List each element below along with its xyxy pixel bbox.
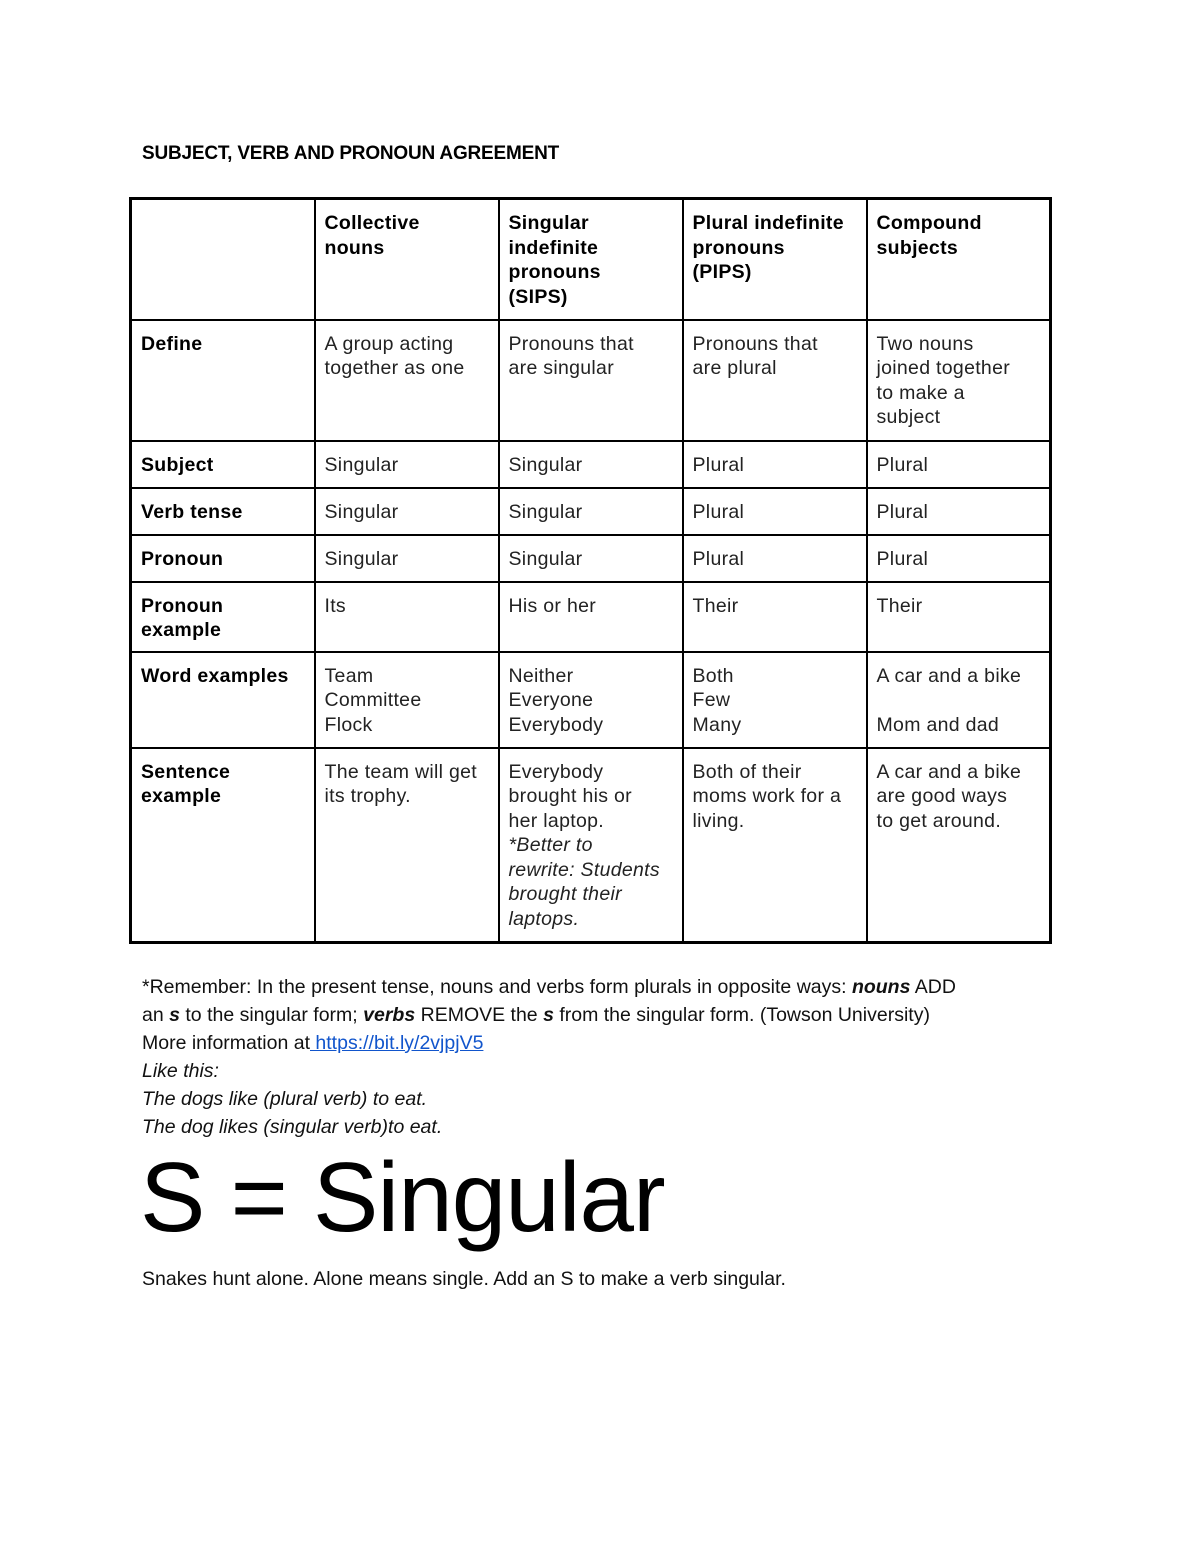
agreement-table — [129, 197, 1052, 944]
table-cell: Both of their moms work for a living. — [683, 748, 867, 943]
example-singular: The dog likes (singular verb)to eat. — [142, 1116, 443, 1138]
table-row — [131, 488, 1051, 535]
example-plural: The dogs like (plural verb) to eat. — [142, 1088, 428, 1110]
mnemonic-text: Snakes hunt alone. Alone means single. Add an S to make a verb singular. — [142, 1268, 786, 1290]
table-row — [131, 652, 1051, 748]
remember-notes — [142, 973, 1062, 1141]
row-label-word-examples: Word examples — [131, 652, 315, 748]
table-cell: His or her — [499, 582, 683, 652]
table-cell: Pronouns that are singular — [499, 320, 683, 441]
row-label-pronoun: Pronoun — [131, 535, 315, 582]
table-cell: Singular — [499, 488, 683, 535]
table-cell: Plural — [867, 488, 1051, 535]
table-row — [131, 441, 1051, 488]
table-cell: Plural — [683, 441, 867, 488]
table-row — [131, 535, 1051, 582]
page-title: SUBJECT, VERB AND PRONOUN AGREEMENT — [142, 143, 560, 164]
table-cell: Singular — [315, 488, 499, 535]
headline-s-equals-singular: S = Singular — [140, 1142, 665, 1252]
more-info-line: More information at https://bit.ly/2vjpjV5 — [142, 1032, 484, 1054]
table-cell: Plural — [683, 488, 867, 535]
table-cell: A group acting together as one — [315, 320, 499, 441]
table-cell: Pronouns that are plural — [683, 320, 867, 441]
table-cell: Their — [683, 582, 867, 652]
header-collective-nouns: Collective nouns — [315, 199, 499, 320]
remember-line-1: *Remember: In the present tense, nouns and verbs form plurals in opposite ways: nouns ADD — [142, 976, 956, 998]
table-row — [131, 582, 1051, 652]
header-singular-indefinite-pronouns: Singular indefinite pronouns (SIPS) — [499, 199, 683, 320]
table-cell: Singular — [499, 535, 683, 582]
table-cell: Team Committee Flock — [315, 652, 499, 748]
table-cell: Plural — [867, 441, 1051, 488]
table-cell: A car and a bike are good ways to get around. — [867, 748, 1051, 943]
table-cell: Singular — [315, 535, 499, 582]
table-cell: A car and a bike Mom and dad — [867, 652, 1051, 748]
table-cell: Two nouns joined together to make a subject — [867, 320, 1051, 441]
table-cell: Neither Everyone Everybody — [499, 652, 683, 748]
row-label-define: Define — [131, 320, 315, 441]
table-cell: Their — [867, 582, 1051, 652]
table-cell: The team will get its trophy. — [315, 748, 499, 943]
table-cell: Everybody brought his or her laptop. *Better to rewrite: Students brought their laptops. — [499, 748, 683, 943]
table-cell: Plural — [683, 535, 867, 582]
row-label-verb-tense: Verb tense — [131, 488, 315, 535]
header-compound-subjects: Compound subjects — [867, 199, 1051, 320]
more-info-link[interactable]: https://bit.ly/2vjpjV5 — [310, 1032, 484, 1054]
row-label-subject: Subject — [131, 441, 315, 488]
table-row — [131, 320, 1051, 441]
header-empty-cell — [131, 199, 315, 320]
table-cell: Singular — [499, 441, 683, 488]
table-cell: Singular — [315, 441, 499, 488]
table-cell: Both Few Many — [683, 652, 867, 748]
header-plural-indefinite-pronouns: Plural indefinite pronouns (PIPS) — [683, 199, 867, 320]
remember-line-2: an s to the singular form; verbs REMOVE the s from the singular form. (Towson University) — [142, 1004, 930, 1026]
row-label-pronoun-example: Pronoun example — [131, 582, 315, 652]
like-this-label: Like this: — [142, 1060, 219, 1082]
row-label-sentence-example: Sentence example — [131, 748, 315, 943]
table-header-row — [131, 199, 1051, 320]
table-cell: Plural — [867, 535, 1051, 582]
table-row — [131, 748, 1051, 943]
table-cell: Its — [315, 582, 499, 652]
